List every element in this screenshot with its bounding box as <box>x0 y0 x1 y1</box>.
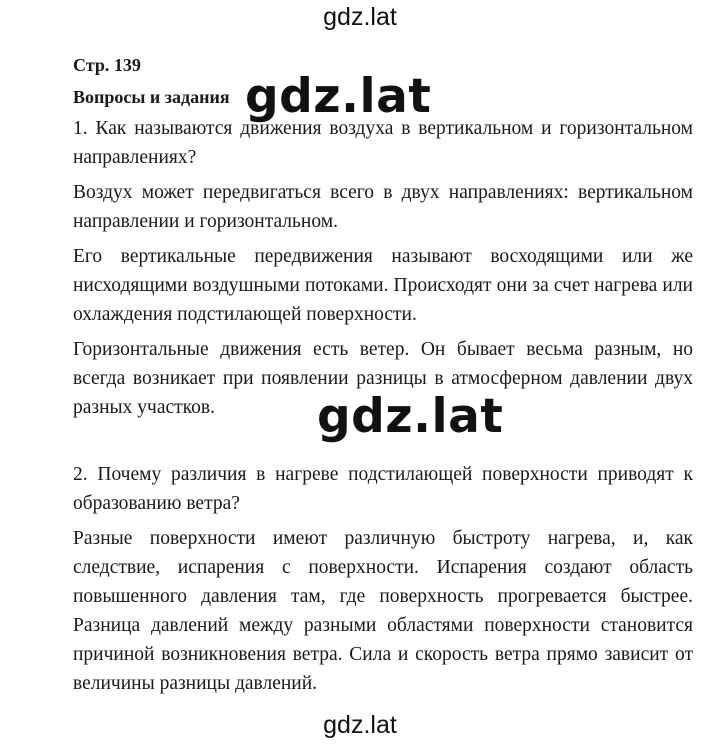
document-body <box>73 52 693 704</box>
watermark-top: gdz.lat <box>323 3 397 31</box>
watermark-bottom: gdz.lat <box>323 711 397 739</box>
section-title: Вопросы и задания <box>73 87 230 107</box>
answer-2-paragraph-1: Разные поверхности имеют различную быстроту нагрева, и, как следствие, испарения с поверхности. Испарения создают область повышенного давления там, где поверхность прогревается быстрее. Разница давлений между разными областями поверхности становится причиной возникновения ветра. Сила и скорость ветра прямо зависит от величины разницы давлений. <box>73 528 693 694</box>
watermark-overlay-2: gdz.lat <box>317 389 504 444</box>
question-2: 2. Почему различия в нагреве подстилающей поверхности приводят к образованию ветра? <box>73 464 693 514</box>
page-reference: Стр. 139 <box>73 55 141 75</box>
question-1: 1. Как называются движения воздуха в вертикальном и горизонтальном направлениях? <box>73 118 693 168</box>
answer-1-paragraph-3: Горизонтальные движения есть ветер. Он бывает весьма разным, но всегда возникает при появлении разницы в атмосферном давлении двух разных участков. <box>73 339 693 418</box>
answer-1-paragraph-2: Его вертикальные передвижения называют восходящими или же нисходящими воздушными потоками. Происходят они за счет нагрева или охлаждения подстилающей поверхности. <box>73 246 693 325</box>
answer-1-paragraph-1: Воздух может передвигаться всего в двух направлениях: вертикальном направлении и горизонтальном. <box>73 182 693 232</box>
watermark-overlay-1: gdz.lat <box>245 69 432 124</box>
